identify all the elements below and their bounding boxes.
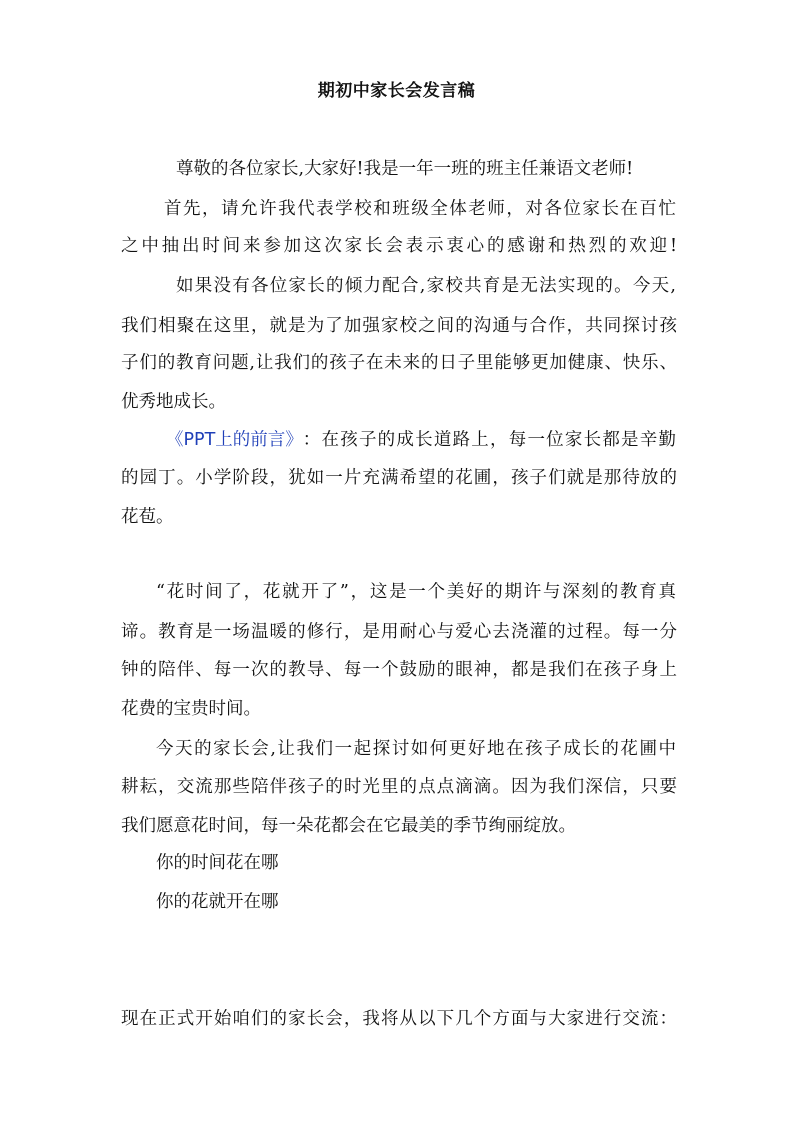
paragraph-line: 现在正式开始咱们的家长会，我将从以下几个方面与大家进行交流： bbox=[121, 1009, 677, 1029]
paragraph-line: 今天的家长会,让我们一起探讨如何更好地在孩子成长的花圃中 bbox=[156, 739, 676, 759]
paragraph-line: 首先，请允许我代表学校和班级全体老师，对各位家长在百忙 bbox=[164, 199, 676, 219]
paragraph-line: “花时间了，花就开了”，这是一个美好的期许与深刻的教育真 bbox=[156, 582, 676, 602]
paragraph-line: 我们相聚在这里，就是为了加强家校之间的沟通与合作，共同探讨孩 bbox=[121, 316, 677, 336]
document-title: 期初中家长会发言稿 bbox=[317, 81, 476, 101]
paragraph-line: 花费的宝贵时间。 bbox=[121, 699, 261, 719]
paragraph-line: 钟的陪伴、每一次的教导、每一个鼓励的眼神，都是我们在孩子身上 bbox=[121, 660, 677, 680]
paragraph-line bbox=[166, 432, 676, 450]
paragraph-line: 耕耘，交流那些陪伴孩子的时光里的点点滴滴。因为我们深信，只要 bbox=[121, 777, 677, 797]
paragraph-line: 你的时间花在哪 bbox=[156, 853, 279, 873]
paragraph-line: 的园丁。小学阶段，犹如一片充满希望的花圃，孩子们就是那待放的 bbox=[121, 468, 677, 488]
paragraph-text: ：在孩子的成长道路上，每一位家长都是辛勤 bbox=[302, 430, 676, 450]
paragraph-line: 你的花就开在哪 bbox=[156, 892, 279, 912]
paragraph-line: 之中抽出时间来参加这次家长会表示衷心的感谢和热烈的欢迎! bbox=[121, 236, 677, 256]
ppt-preface-link: 《PPT上的前言》 bbox=[166, 430, 303, 450]
paragraph-line: 花苞。 bbox=[121, 507, 174, 527]
paragraph-line: 子们的教育问题,让我们的孩子在未来的日子里能够更加健康、快乐、 bbox=[121, 353, 677, 373]
paragraph-line: 谛。教育是一场温暖的修行，是用耐心与爱心去浇灌的过程。每一分 bbox=[121, 622, 677, 642]
paragraph-line: 我们愿意花时间，每一朵花都会在它最美的季节绚丽绽放。 bbox=[121, 816, 576, 836]
paragraph-line: 如果没有各位家长的倾力配合,家校共育是无法实现的。今天, bbox=[176, 276, 676, 296]
paragraph-line: 尊敬的各位家长,大家好!我是一年一班的班主任兼语文老师! bbox=[176, 159, 634, 179]
paragraph-line: 优秀地成长。 bbox=[121, 392, 226, 412]
